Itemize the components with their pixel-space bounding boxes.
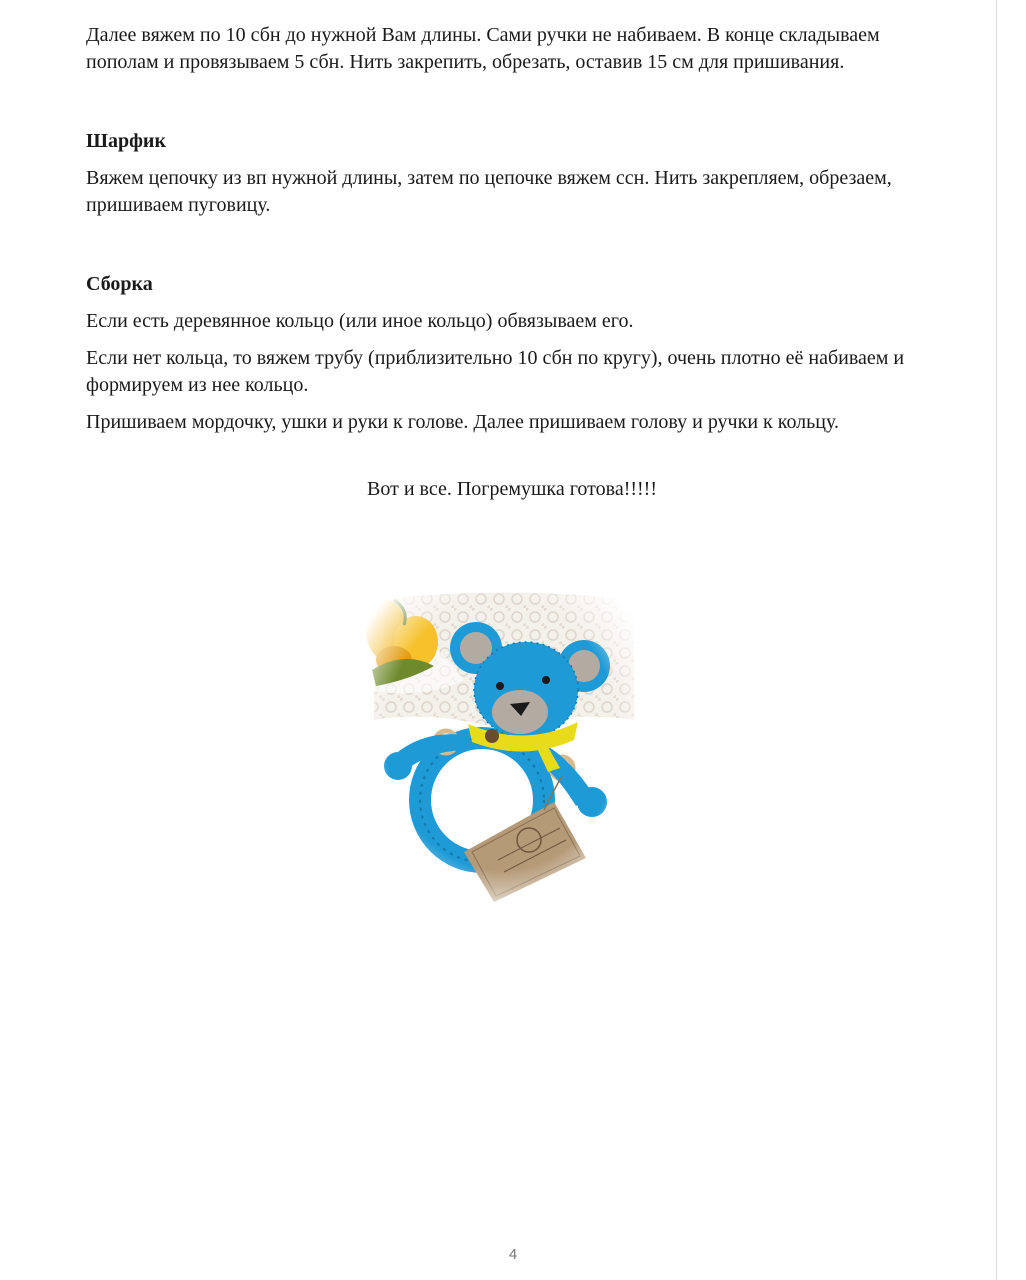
toy-photo [364, 590, 640, 912]
section-heading-assembly: Сборка [86, 273, 153, 295]
spacer [86, 86, 938, 128]
page-number: 4 [508, 1246, 518, 1263]
section-heading-scarf: Шарфик [86, 130, 166, 152]
intro-paragraph: Далее вяжем по 10 сбн до нужной Вам длины. Сами ручки не набиваем. В конце складываем пополам и провязываем 5 сбн. Нить закрепить, обрезать, оставив 15 см для пришивания. [86, 24, 880, 73]
assembly-paragraph: Если нет кольца, то вяжем трубу (приблизительно 10 сбн по кругу), очень плотно её набиваем и формируем из нее кольцо. [86, 347, 905, 396]
page-right-border [996, 0, 997, 1280]
scarf-paragraph: Вяжем цепочку из вп нужной длины, затем по цепочке вяжем ссн. Нить закрепляем, обрезаем, пришиваем пуговицу. [86, 167, 892, 216]
document-page [86, 22, 938, 503]
spacer [86, 229, 938, 271]
rattle-toy-illustration [364, 590, 640, 912]
assembly-paragraph: Если есть деревянное кольцо (или иное кольцо) обвязываем его. [86, 310, 634, 332]
closing-line: Вот и все. Погремушка готова!!!!! [367, 478, 657, 500]
assembly-paragraph: Пришиваем мордочку, ушки и руки к голове. Далее пришиваем голову и ручки к кольцу. [86, 411, 839, 433]
